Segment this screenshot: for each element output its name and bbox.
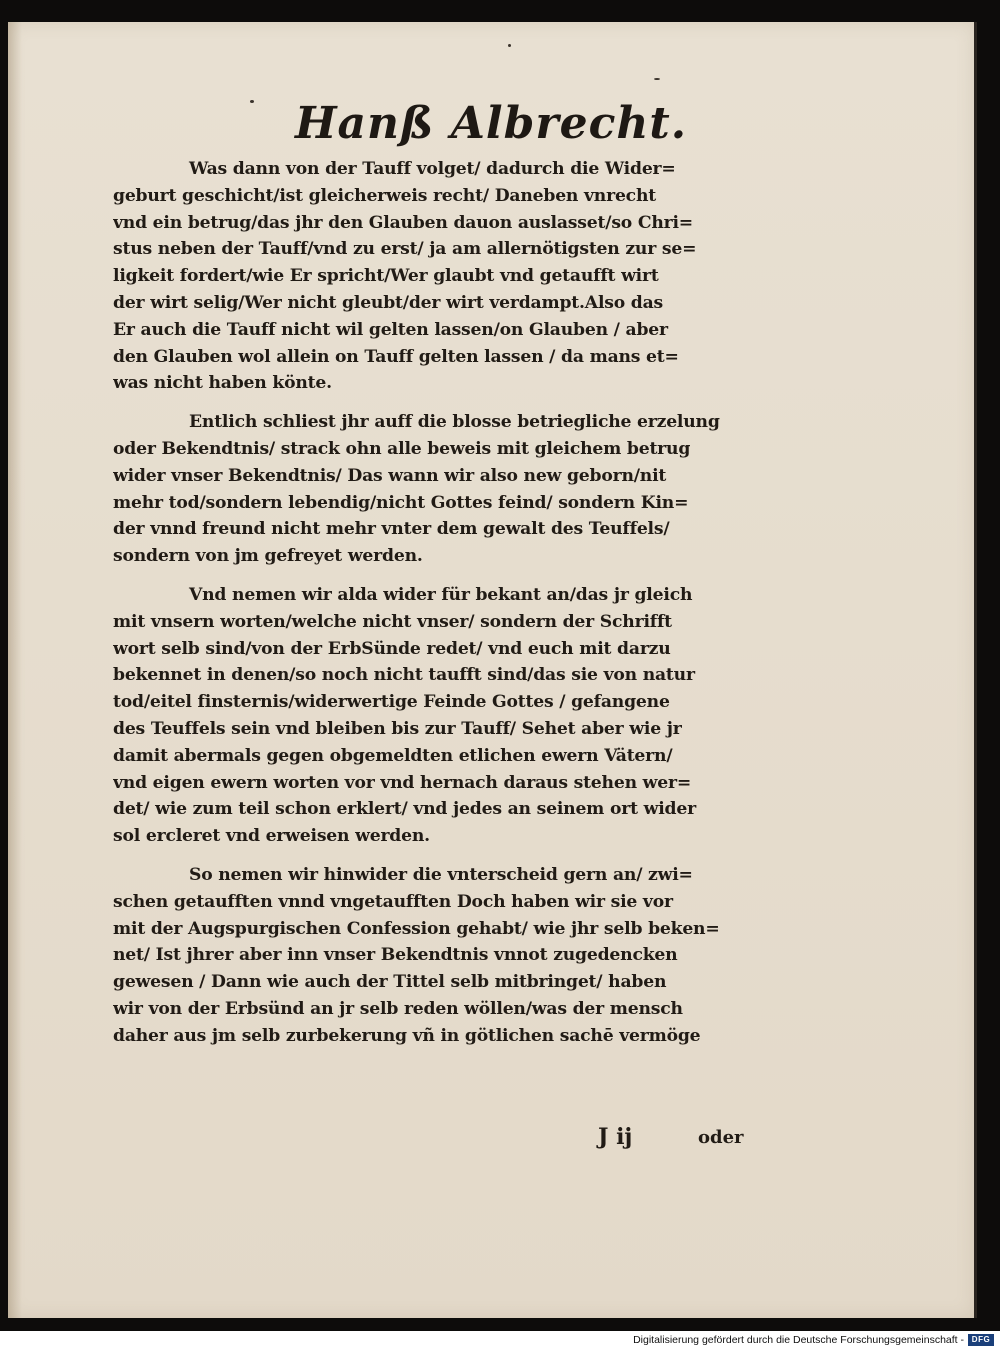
paragraph-3: [113, 582, 778, 850]
text-line: Er auch die Tauff nicht wil gelten lassen/on Glauben / aber: [113, 319, 668, 340]
text-line: ligkeit fordert/wie Er spricht/Wer glaubt vnd getaufft wirt: [113, 266, 659, 287]
text-line: den Glauben wol allein on Tauff gelten lassen / da mans et=: [113, 346, 679, 367]
text-line: tod/eitel finsternis/widerwertige Feinde Gottes / gefangene: [113, 692, 670, 713]
text-line: wir von der Erbsünd an jr selb reden wöllen/was der mensch: [113, 998, 683, 1019]
text-line: mehr tod/sondern lebendig/nicht Gottes feind/ sondern Kin=: [113, 492, 689, 513]
text-line: der vnnd freund nicht mehr vnter dem gewalt des Teuffels/: [113, 519, 670, 540]
paragraph-1: [113, 156, 778, 397]
signature-mark: J ij: [598, 1124, 633, 1150]
text-line: daher aus jm selb zurbekerung vñ in götlichen sachē vermöge: [113, 1025, 701, 1046]
text-line: net/ Ist jhrer aber inn vnser Bekendtnis vnnot zugedencken: [113, 945, 678, 966]
text-line: So nemen wir hinwider die vnterscheid gern an/ zwi=: [189, 864, 693, 885]
text-line: mit vnsern worten/welche nicht vnser/ sondern der Schrifft: [113, 611, 672, 632]
text-line: det/ wie zum teil schon erklert/ vnd jedes an seinem ort wider: [113, 799, 696, 820]
text-line: wort selb sind/von der ErbSünde redet/ vnd euch mit darzu: [113, 638, 671, 659]
credit-bar: [0, 1331, 1000, 1350]
text-line: sol ercleret vnd erweisen werden.: [113, 826, 430, 847]
paragraph-2: [113, 409, 778, 570]
text-line: wider vnser Bekendtnis/ Das wann wir also new geborn/nit: [113, 465, 667, 486]
body-text: [113, 156, 778, 1062]
running-head: Hanß Albrecht.: [294, 98, 688, 149]
text-line: Was dann von der Tauff volget/ dadurch die Wider=: [189, 159, 676, 179]
page-edge-shadow: [8, 22, 22, 1318]
text-line: vnd eigen ewern worten vor vnd hernach daraus stehen wer=: [113, 772, 692, 793]
text-line: vnd ein betrug/das jhr den Glauben dauon auslasset/so Chri=: [113, 212, 694, 233]
text-line: was nicht haben könte.: [113, 373, 332, 394]
book-page: [8, 22, 977, 1318]
paragraph-4: [113, 862, 778, 1050]
text-line: Entlich schliest jhr auff die blosse betriegliche erzelung: [189, 412, 720, 433]
dfg-logo-icon[interactable]: DFG: [968, 1334, 994, 1346]
text-line: mit der Augspurgischen Confession gehabt/ wie jhr selb beken=: [113, 918, 720, 939]
text-line: des Teuffels sein vnd bleiben bis zur Tauff/ Sehet aber wie jr: [113, 718, 682, 739]
text-line: gewesen / Dann wie auch der Tittel selb mitbringet/ haben: [113, 972, 667, 993]
ink-speck: [508, 44, 511, 47]
text-line: bekennet in denen/so noch nicht taufft sind/das sie von natur: [113, 665, 695, 686]
funding-credit: Digitalisierung gefördert durch die Deutsche Forschungsgemeinschaft -: [633, 1334, 964, 1346]
text-line: sondern von jm gefreyet werden.: [113, 546, 423, 567]
text-line: Vnd nemen wir alda wider für bekant an/das jr gleich: [189, 584, 693, 605]
text-line: schen getaufften vnnd vngetaufften Doch haben wir sie vor: [113, 891, 673, 912]
text-line: oder Bekendtnis/ strack ohn alle beweis mit gleichem betrug: [113, 438, 691, 459]
ink-speck: [654, 78, 660, 80]
text-line: damit abermals gegen obgemeldten etlichen ewern Vätern/: [113, 745, 673, 766]
catchword: oder: [698, 1127, 744, 1148]
text-line: geburt geschicht/ist gleicherweis recht/ Daneben vnrecht: [113, 185, 656, 206]
text-line: der wirt selig/Wer nicht gleubt/der wirt verdampt.Also das: [113, 292, 664, 313]
text-line: stus neben der Tauff/vnd zu erst/ ja am allernötigsten zur se=: [113, 239, 697, 260]
